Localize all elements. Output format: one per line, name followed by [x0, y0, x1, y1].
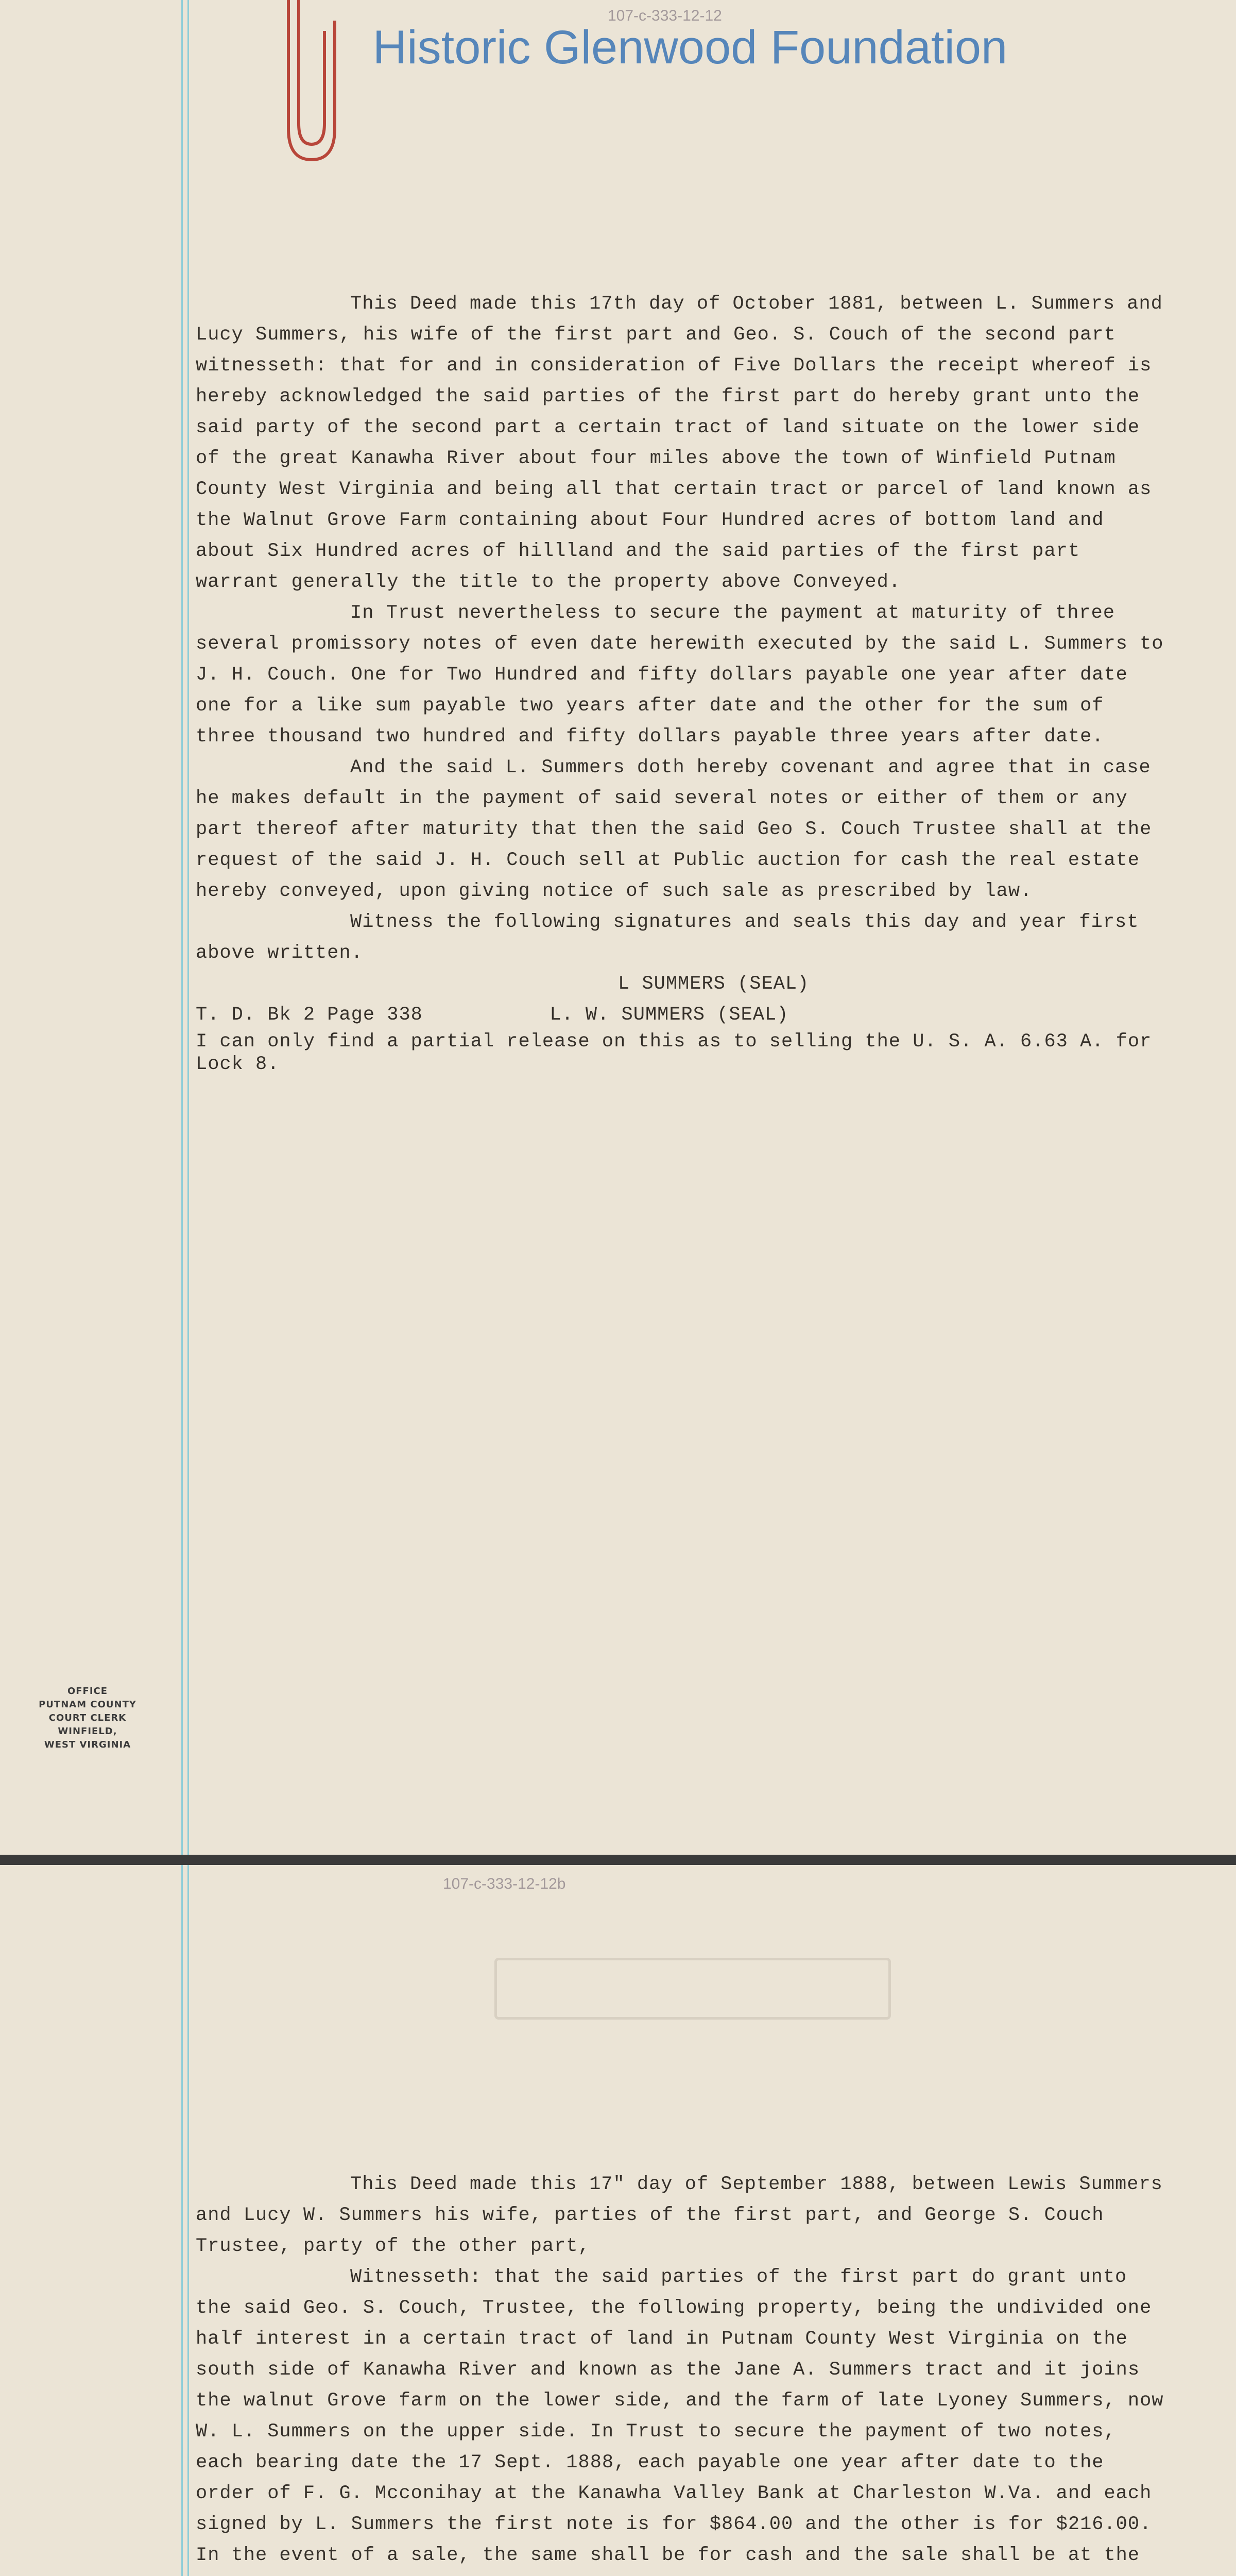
archive-number: 107-c-333-12-12 [608, 7, 722, 24]
archive-number: 107-c-333-12-12b [443, 1875, 566, 1892]
signature-l-summers: L SUMMERS (SEAL) [618, 973, 810, 995]
margin-rule [181, 0, 183, 1855]
margin-rule [187, 0, 189, 1855]
deed-paragraph: In Trust nevertheless to secure the payment at maturity of three several promissory notes of even date herewith executed by the said L. Summers to J. H. Couch. One for Two Hundred and fifty dollars payable one year after date one for a like sum payable two years after date and the other for the sum of three thousand two hundred and fifty dollars payable three years after date. [196, 602, 1164, 748]
office-stamp: OFFICE PUTNAM COUNTY COURT CLERK WINFIELD, WEST VIRGINIA [39, 1686, 136, 1750]
signature-lw-summers: L. W. SUMMERS (SEAL) [550, 1004, 789, 1026]
deed-page-2 [0, 1865, 1236, 2576]
deed-2-body [196, 2169, 1164, 2576]
deed-paragraph: Witnesseth: that the said parties of the first part do grant unto the said Geo. S. Couch, Trustee, the following property, being the undivided one half interest in a certain tract of land in Putnam County West Virginia on the south side of Kanawha River and known as the Jane A. Summers tract and it joins the walnut Grove farm on the lower side, and the farm of late Lyoney Summers, now W. L. Summers on the upper side. In Trust to secure the payment of two notes, each bearing date the 17 Sept. 1888, each payable one year after date to the order of F. G. Mcconihay at the Kanawha Valley Bank at Charleston W.Va. and each signed by L. Summers the first note is for $864.00 and the other is for $216.00. In the event of a sale, the same shall be for cash and the sale shall be at the [196, 2266, 1164, 2566]
faded-stamp [494, 1958, 891, 2020]
watermark: Historic Glenwood Foundation [372, 21, 1008, 74]
margin-rule [181, 1865, 183, 2576]
deed-paragraph: And the said L. Summers doth hereby covenant and agree that in case he makes default in the payment of said several notes or either of them or any part thereof after maturity that then the said Geo S. Couch Trustee shall at the request of the said J. H. Couch sell at Public auction for cash the real estate hereby conveyed, upon giving notice of such sale as prescribed by law. [196, 757, 1152, 902]
book-reference: T. D. Bk 2 Page 338 [196, 1004, 423, 1026]
page-separator [0, 1855, 1236, 1865]
book-reference-line [196, 999, 1164, 1030]
release-note: I can only find a partial release on this as to selling the U. S. A. 6.63 A. for Lock 8. [196, 1031, 1152, 1075]
witness-clause: Witness the following signatures and seals this day and year first above written. [196, 911, 1139, 964]
deed-paragraph: This Deed made this 17" day of September 1888, between Lewis Summers and Lucy W. Summers his wife, parties of the first part, and George S. Couch Trustee, party of the other part, [196, 2174, 1163, 2257]
deed-1-body [196, 289, 1164, 1076]
deed-paragraph: This Deed made this 17th day of October 1881, between L. Summers and Lucy Summers, his wife of the first part and Geo. S. Couch of the second part witnesseth: that for and in consideration of Five Dollars the receipt whereof is hereby acknowledged the said parties of the first part do hereby grant unto the said party of the second part a certain tract of land situate on the lower side of the great Kanawha River about four miles above the town of Winfield Putnam County West Virginia and being all that certain tract or parcel of land known as the Walnut Grove Farm containing about Four Hundred acres of bottom land and about Six Hundred acres of hillland and the said parties of the first part warrant generally the title to the property above Conveyed. [196, 293, 1163, 593]
margin-rule [187, 1865, 189, 2576]
